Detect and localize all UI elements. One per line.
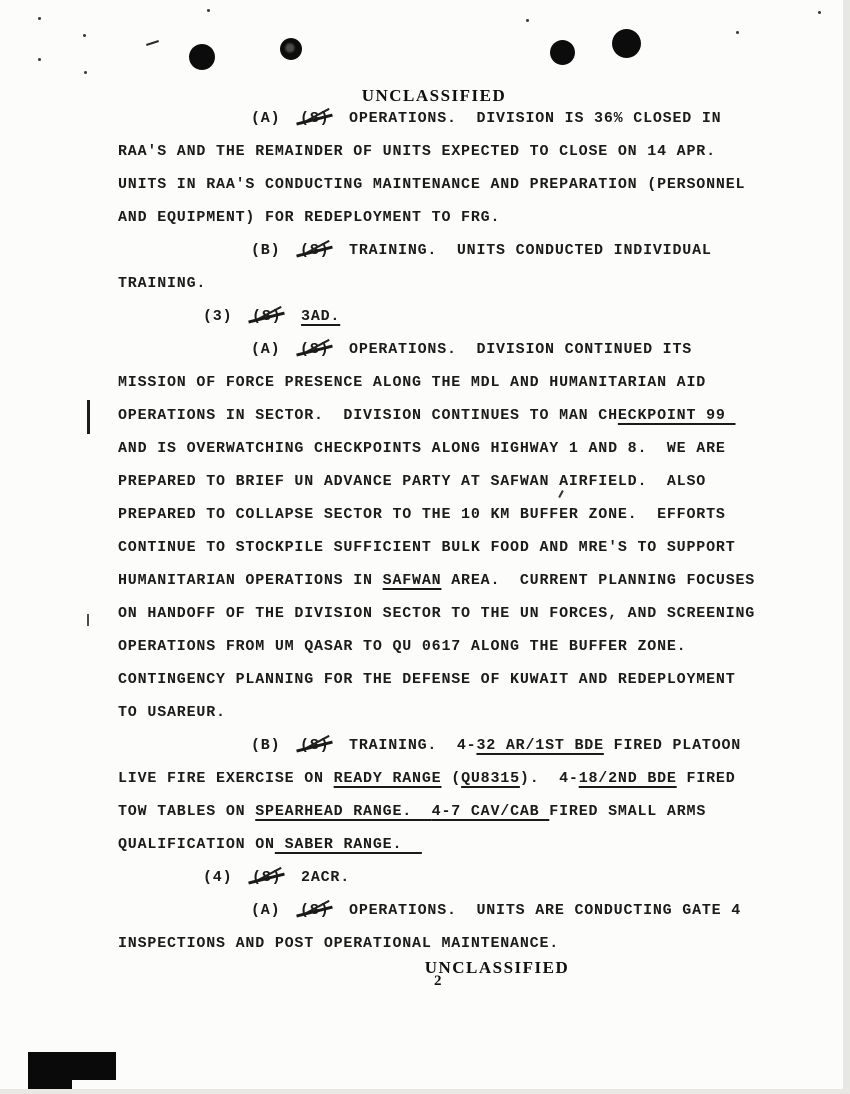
underlined-text: 18/2ND BDE (578, 770, 677, 787)
text-line (118, 234, 818, 267)
underlined-text: SAFWAN (382, 572, 442, 589)
scan-speck (38, 58, 41, 61)
scan-edge (0, 1089, 850, 1094)
text-segment: ). 4- (519, 770, 579, 787)
struck-classification-marking: (S) (252, 300, 281, 333)
text-segment: PREPARED TO COLLAPSE SECTOR TO THE 10 KM BUFFER ZONE. EFFORTS (118, 506, 726, 523)
text-segment: AND IS OVERWATCHING CHECKPOINTS ALONG HIGHWAY 1 AND 8. WE ARE (118, 440, 726, 457)
text-line (118, 102, 818, 135)
text-line (118, 894, 818, 927)
page-number: 2 (434, 973, 442, 989)
text-line (118, 300, 818, 333)
scan-speck (83, 34, 86, 37)
text-segment: (B) (251, 737, 301, 754)
scan-speck (84, 71, 87, 74)
scan-speck (818, 11, 821, 14)
text-segment: MISSION OF FORCE PRESENCE ALONG THE MDL AND HUMANITARIAN AID (118, 374, 707, 391)
scan-speck (526, 19, 529, 22)
text-segment: CONTINUE TO STOCKPILE SUFFICIENT BULK FOOD AND MRE'S TO SUPPORT (118, 539, 736, 556)
underlined-text: QU8315 (461, 770, 520, 787)
text-line (118, 135, 818, 168)
text-line (118, 564, 818, 597)
struck-classification-marking: (S) (252, 861, 281, 894)
hole-punch-mark (280, 38, 302, 60)
text-segment: OPERATIONS. DIVISION CONTINUED ITS (329, 341, 693, 358)
scan-artifact (87, 614, 89, 626)
hole-punch-mark (612, 29, 641, 58)
text-segment: TRAINING. UNITS CONDUCTED INDIVIDUAL (329, 242, 712, 259)
text-segment: FIRED SMALL ARMS (549, 803, 707, 820)
text-line (118, 828, 818, 861)
text-segment: 2ACR. (281, 869, 351, 886)
text-segment: INSPECTIONS AND POST OPERATIONAL MAINTENANCE. (118, 935, 560, 952)
text-line (118, 432, 818, 465)
text-segment: AND EQUIPMENT) FOR REDEPLOYMENT TO FRG. (118, 209, 501, 226)
text-segment: (A) (251, 110, 301, 127)
document-body (118, 102, 818, 960)
text-line (118, 201, 818, 234)
text-segment: (A) (251, 902, 301, 919)
text-line (118, 366, 818, 399)
text-line (118, 168, 818, 201)
text-segment: FIRED PLATOON (603, 737, 742, 754)
text-segment: AREA. CURRENT PLANNING FOCUSES (441, 572, 756, 589)
scan-artifact-bar (87, 400, 90, 434)
text-line (118, 399, 818, 432)
struck-classification-marking: (S) (300, 729, 329, 762)
underlined-text: ECKPOINT 99 (617, 407, 736, 424)
underlined-text: SPEARHEAD RANGE. (255, 803, 432, 820)
text-segment: TO USAREUR. (118, 704, 226, 721)
text-segment: LIVE FIRE EXERCISE ON (118, 770, 334, 787)
text-line (118, 465, 818, 498)
text-segment: FIRED (676, 770, 736, 787)
text-line (118, 267, 818, 300)
scan-artifact (146, 40, 159, 46)
text-line (118, 531, 818, 564)
hole-punch-mark (550, 40, 575, 65)
text-segment: UNITS IN RAA'S CONDUCTING MAINTENANCE AND PREPARATION (PERSONNEL (118, 176, 746, 193)
struck-classification-marking: (S) (300, 102, 329, 135)
text-line (118, 498, 818, 531)
struck-classification-marking: (S) (300, 234, 329, 267)
text-segment: CONTINGENCY PLANNING FOR THE DEFENSE OF KUWAIT AND REDEPLOYMENT (118, 671, 736, 688)
text-line (118, 597, 818, 630)
text-line (118, 861, 818, 894)
text-segment: PREPARED TO BRIEF UN ADVANCE PARTY AT SAFWAN AIRFIELD. ALSO (118, 473, 707, 490)
text-segment: ON HANDOFF OF THE DIVISION SECTOR TO THE UN FORCES, AND SCREENING (118, 605, 756, 622)
underlined-text: SABER RANGE. (274, 836, 422, 853)
text-line (118, 795, 818, 828)
text-segment: OPERATIONS IN SECTOR. DIVISION CONTINUES TO MAN CH (118, 407, 618, 424)
classification-footer: UNCLASSIFIED (424, 958, 570, 977)
text-line (118, 333, 818, 366)
text-segment: OPERATIONS FROM UM QASAR TO QU 0617 ALONG THE BUFFER ZONE. (118, 638, 687, 655)
text-segment: HUMANITARIAN OPERATIONS IN (118, 572, 383, 589)
text-line (118, 762, 818, 795)
underlined-text: 4-7 CAV/CAB (431, 803, 550, 820)
text-line (118, 696, 818, 729)
underlined-text: READY RANGE (333, 770, 442, 787)
text-segment: (B) (251, 242, 301, 259)
text-segment: ( (441, 770, 462, 787)
underlined-text: 3AD. (301, 308, 341, 325)
text-segment: (4) (203, 869, 253, 886)
scan-speck (207, 9, 210, 12)
hole-punch-mark (189, 44, 215, 70)
struck-classification-marking: (S) (300, 894, 329, 927)
scan-speck (38, 17, 41, 20)
text-line (118, 729, 818, 762)
text-segment: OPERATIONS. UNITS ARE CONDUCTING GATE 4 (329, 902, 742, 919)
text-segment: TOW TABLES ON (118, 803, 256, 820)
text-segment: OPERATIONS. DIVISION IS 36% CLOSED IN (329, 110, 722, 127)
text-segment: (A) (251, 341, 301, 358)
text-line (118, 663, 818, 696)
scan-speck (736, 31, 739, 34)
struck-classification-marking: (S) (300, 333, 329, 366)
text-segment: TRAINING. (118, 275, 207, 292)
classification-header: UNCLASSIFIED (361, 86, 507, 105)
text-segment: TRAINING. 4- (329, 737, 477, 754)
text-line (118, 630, 818, 663)
scan-edge (843, 0, 850, 1094)
text-segment: RAA'S AND THE REMAINDER OF UNITS EXPECTED TO CLOSE ON 14 APR. (118, 143, 716, 160)
text-segment: QUALIFICATION ON (118, 836, 275, 853)
underlined-text: 32 AR/1ST BDE (476, 737, 604, 754)
text-line (118, 927, 818, 960)
text-segment: (3) (203, 308, 253, 325)
